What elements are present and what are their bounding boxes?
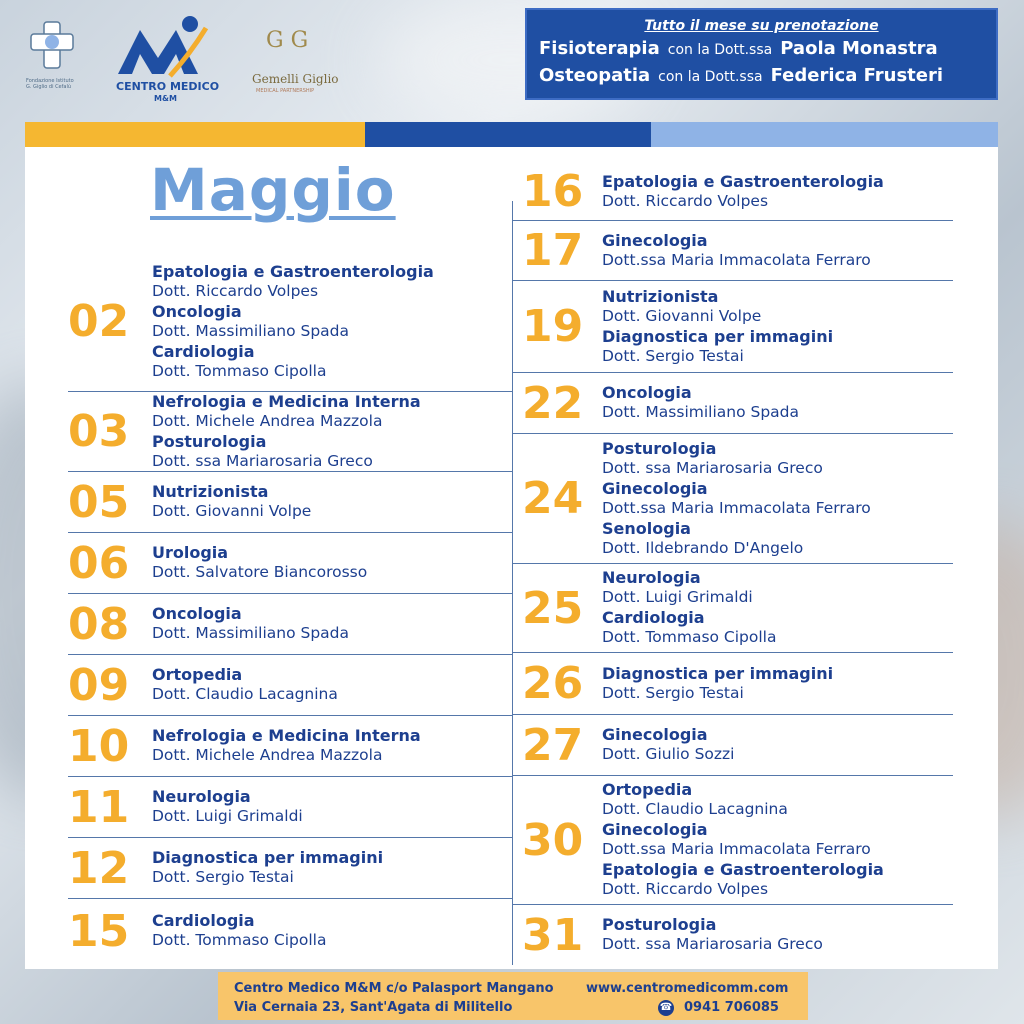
specialty: Posturologia bbox=[602, 438, 717, 458]
schedule-entry bbox=[68, 392, 512, 472]
doctor: Dott. Tommaso Cipolla bbox=[152, 361, 327, 380]
doctor: Dott. Massimiliano Spada bbox=[152, 321, 350, 340]
color-stripes bbox=[25, 122, 998, 147]
promo-with: con la Dott.ssa bbox=[658, 69, 763, 85]
fgg-caption: Fondazione Istituto G. Giglio di Cefalù bbox=[26, 78, 74, 90]
specialty: Urologia bbox=[152, 543, 229, 562]
specialty: Ortopedia bbox=[152, 665, 243, 684]
schedule-entry bbox=[68, 472, 512, 533]
schedule-entry bbox=[512, 653, 953, 715]
doctor: Dott. Luigi Grimaldi bbox=[602, 588, 753, 606]
fgg-logo bbox=[28, 18, 76, 98]
doctor: Dott. Giovanni Volpe bbox=[602, 306, 762, 325]
doctor: Dott. Salvatore Biancorosso bbox=[152, 563, 368, 581]
specialty: Epatologia e Gastroenterologia bbox=[602, 171, 884, 191]
schedule-entry bbox=[512, 905, 953, 965]
specialty: Diagnostica per immagini bbox=[602, 326, 834, 346]
doctor: Dott. Riccardo Volpes bbox=[602, 880, 769, 898]
day-number: 16 bbox=[522, 166, 584, 217]
specialty: Posturologia bbox=[602, 915, 717, 934]
schedule-entry bbox=[512, 434, 953, 564]
specialty: Diagnostica per immagini bbox=[602, 663, 834, 683]
specialty: Ginecologia bbox=[602, 820, 708, 839]
gg-monogram: G G bbox=[266, 28, 309, 53]
schedule-entry bbox=[68, 716, 512, 777]
schedule-entry bbox=[68, 838, 512, 899]
specialty: Oncologia bbox=[152, 301, 242, 321]
specialty: Oncologia bbox=[152, 604, 242, 623]
specialty: Oncologia bbox=[602, 383, 692, 402]
specialty: Diagnostica per immagini bbox=[152, 848, 384, 867]
schedule-entry bbox=[68, 899, 512, 963]
address-line1: Centro Medico M&M c/o Palasport Mangano bbox=[234, 981, 554, 996]
specialty: Nefrologia e Medicina Interna bbox=[152, 726, 421, 745]
specialty: Epatologia e Gastroenterologia bbox=[602, 860, 884, 879]
day-number: 11 bbox=[68, 781, 130, 833]
day-number: 02 bbox=[68, 296, 130, 347]
specialty: Cardiologia bbox=[602, 608, 705, 627]
stripe-blue bbox=[365, 122, 651, 147]
schedule-left-column bbox=[68, 252, 512, 963]
doctor: Dott.ssa Maria Immacolata Ferraro bbox=[602, 498, 871, 517]
specialty: Nefrologia e Medicina Interna bbox=[152, 391, 421, 411]
schedule-entry bbox=[512, 564, 953, 653]
specialty: Nutrizionista bbox=[602, 286, 719, 306]
doctor: Dott. Riccardo Volpes bbox=[152, 281, 319, 300]
schedule-entry bbox=[68, 252, 512, 392]
schedule-entry bbox=[68, 594, 512, 655]
stripe-light bbox=[651, 122, 998, 147]
day-number: 09 bbox=[68, 659, 130, 711]
day-number: 17 bbox=[522, 225, 584, 276]
mm-line2: M&M bbox=[154, 94, 177, 103]
specialty: Posturologia bbox=[152, 431, 267, 451]
doctor: Dott. Giovanni Volpe bbox=[152, 502, 312, 520]
specialty: Neurologia bbox=[152, 787, 251, 806]
doctor: Dott. Riccardo Volpes bbox=[602, 191, 769, 210]
logo-bar bbox=[20, 10, 340, 110]
phone-number[interactable]: 0941 706085 bbox=[684, 1000, 779, 1015]
day-number: 25 bbox=[522, 582, 584, 634]
doctor: Dott.ssa Maria Immacolata Ferraro bbox=[602, 840, 871, 858]
doctor: Dott. ssa Mariarosaria Greco bbox=[602, 458, 823, 477]
gg-name: Gemelli Giglio bbox=[252, 72, 339, 86]
doctor: Dott. Sergio Testai bbox=[602, 346, 744, 365]
schedule-entry bbox=[512, 373, 953, 434]
day-number: 03 bbox=[68, 406, 130, 457]
doctor: Dott. Sergio Testai bbox=[602, 683, 744, 702]
phone-icon: ☎ bbox=[658, 1000, 674, 1016]
day-number: 05 bbox=[68, 476, 130, 528]
specialty: Neurologia bbox=[602, 568, 701, 587]
day-number: 26 bbox=[522, 658, 584, 709]
doctor: Dott. Giulio Sozzi bbox=[602, 745, 735, 763]
doctor: Dott. Tommaso Cipolla bbox=[152, 931, 327, 949]
centro-medico-logo bbox=[110, 14, 220, 108]
schedule-entry bbox=[512, 281, 953, 373]
doctor: Dott. Ildebrando D'Angelo bbox=[602, 538, 804, 557]
schedule-entry bbox=[512, 715, 953, 776]
day-number: 30 bbox=[522, 814, 584, 866]
specialty: Ginecologia bbox=[602, 230, 708, 250]
day-number: 31 bbox=[522, 909, 584, 961]
doctor: Dott. Claudio Lacagnina bbox=[152, 685, 338, 703]
website-link[interactable]: www.centromedicomm.com bbox=[586, 981, 789, 996]
day-number: 08 bbox=[68, 598, 130, 650]
specialty: Ginecologia bbox=[602, 478, 708, 498]
day-number: 22 bbox=[522, 377, 584, 429]
schedule-entry bbox=[512, 221, 953, 281]
footer-bar bbox=[218, 972, 808, 1020]
day-number: 24 bbox=[522, 473, 584, 524]
cross-icon bbox=[28, 18, 76, 76]
promo-specialty: Fisioterapia bbox=[539, 38, 660, 59]
promo-doctor: Paola Monastra bbox=[780, 38, 938, 59]
doctor: Dott. Sergio Testai bbox=[152, 868, 294, 886]
promo-box bbox=[525, 8, 998, 100]
doctor: Dott. Tommaso Cipolla bbox=[602, 628, 777, 646]
day-number: 19 bbox=[522, 301, 584, 352]
schedule-entry bbox=[512, 163, 953, 221]
footer-address bbox=[234, 979, 554, 1017]
mm-line1: CENTRO MEDICO bbox=[116, 80, 220, 93]
promo-title: Tutto il mese su prenotazione bbox=[644, 18, 879, 34]
mm-emblem-icon bbox=[110, 14, 220, 80]
schedule-entry bbox=[512, 776, 953, 905]
doctor: Dott. Luigi Grimaldi bbox=[152, 807, 303, 825]
footer-contact bbox=[586, 979, 788, 1017]
phone-row[interactable] bbox=[586, 998, 788, 1017]
stripe-yellow bbox=[25, 122, 365, 147]
doctor: Dott.ssa Maria Immacolata Ferraro bbox=[602, 250, 871, 269]
month-title: Maggio bbox=[150, 156, 396, 224]
specialty: Nutrizionista bbox=[152, 482, 269, 501]
specialty: Cardiologia bbox=[152, 911, 255, 930]
promo-with: con la Dott.ssa bbox=[667, 42, 773, 58]
specialty: Senologia bbox=[602, 518, 691, 538]
schedule-entry bbox=[68, 533, 512, 594]
address-line2: Via Cernaia 23, Sant'Agata di Militello bbox=[234, 1000, 513, 1015]
specialty: Epatologia e Gastroenterologia bbox=[152, 261, 434, 281]
doctor: Dott. ssa Mariarosaria Greco bbox=[602, 935, 823, 953]
promo-doctor: Federica Frusteri bbox=[770, 65, 944, 86]
gemelli-giglio-logo bbox=[248, 22, 339, 102]
specialty: Ginecologia bbox=[602, 725, 708, 744]
day-number: 12 bbox=[68, 842, 130, 894]
specialty: Cardiologia bbox=[152, 341, 255, 361]
day-number: 27 bbox=[522, 719, 584, 771]
specialty: Ortopedia bbox=[602, 780, 693, 799]
promo-row bbox=[539, 38, 984, 65]
gg-tagline: MEDICAL PARTNERSHIP bbox=[256, 88, 315, 94]
doctor: Dott. Claudio Lacagnina bbox=[602, 800, 788, 818]
schedule-right-column bbox=[512, 163, 953, 965]
schedule-entry bbox=[68, 655, 512, 716]
promo-specialty: Osteopatia bbox=[539, 65, 651, 86]
day-number: 15 bbox=[68, 905, 130, 957]
promo-row bbox=[539, 65, 984, 92]
doctor: Dott. Massimiliano Spada bbox=[152, 624, 350, 642]
day-number: 10 bbox=[68, 720, 130, 772]
schedule-entry bbox=[68, 777, 512, 838]
day-number: 06 bbox=[68, 537, 130, 589]
doctor: Dott. ssa Mariarosaria Greco bbox=[152, 451, 373, 470]
doctor: Dott. Michele Andrea Mazzola bbox=[152, 746, 383, 764]
doctor: Dott. Michele Andrea Mazzola bbox=[152, 411, 383, 430]
doctor: Dott. Massimiliano Spada bbox=[602, 403, 800, 421]
